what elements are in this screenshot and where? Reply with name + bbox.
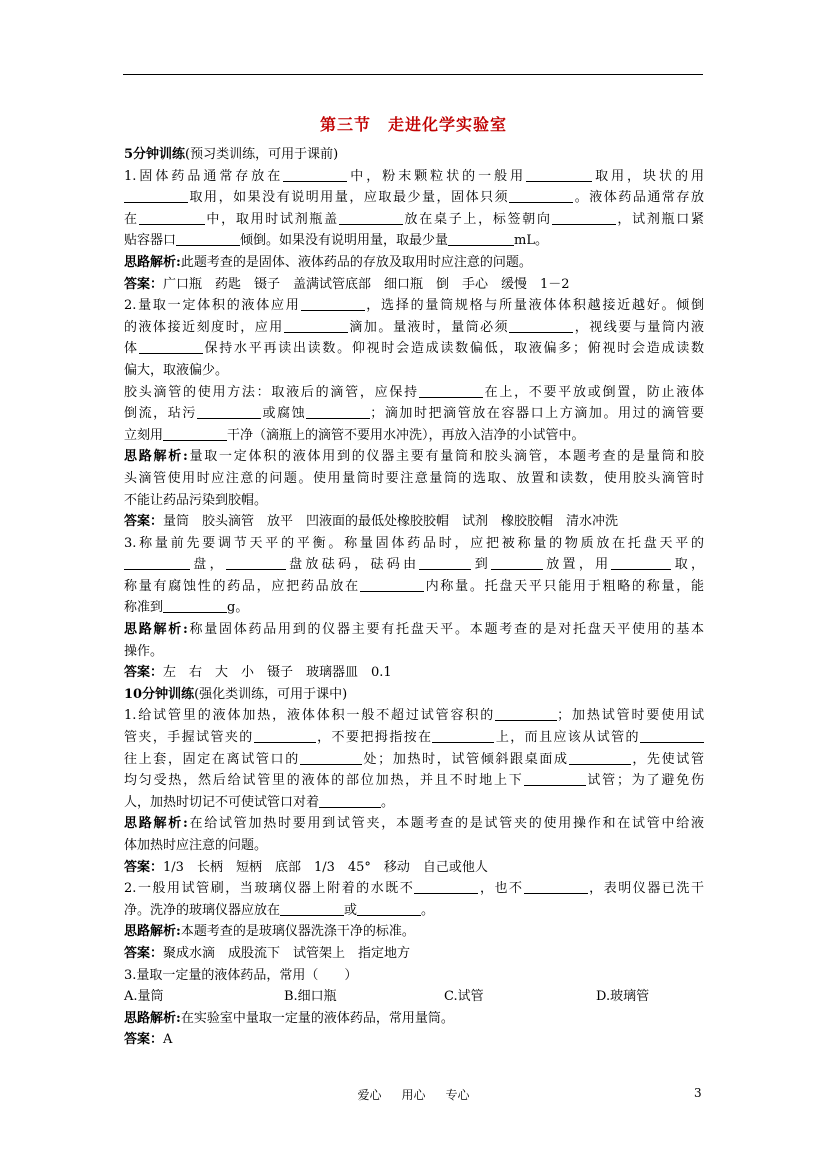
question-line: 的液体接近刻度时，应用 滴加。量液时，量筒必须 ，视线要与量筒内液 bbox=[124, 319, 704, 335]
answer-line: 答案：量筒 胶头滴管 放平 凹液面的最低处橡胶胶帽 试剂 橡胶胶帽 清水冲洗 bbox=[124, 514, 619, 530]
analysis-line: 思路解析:称量固体药品用到的仪器主要有托盘天平。本题考查的是对托盘天平使用的基本 bbox=[124, 622, 704, 638]
blank bbox=[552, 210, 616, 225]
analysis-line: 思路解析:本题考查的是玻璃仪器洗涤干净的标准。 bbox=[124, 924, 415, 940]
analysis-line: 头滴管使用时应注意的问题。使用量筒时要注意量筒的选取、放置和读数，使用胶头滴管时 bbox=[124, 470, 704, 486]
analysis-line: 思路解析:量取一定体积的液体用到的仪器主要有量筒和胶头滴管，本题考查的是量筒和胶 bbox=[124, 449, 704, 465]
question-line: 管夹，手握试管夹的 ，不要把拇指按在 上，而且应该从试管的 bbox=[124, 727, 704, 749]
blank bbox=[139, 339, 203, 354]
blank bbox=[283, 167, 347, 182]
question-line: 盘， 盘放砝码，砝码由 到 放置，用 取， bbox=[124, 554, 704, 576]
footer-item: 爱心 bbox=[357, 1088, 382, 1102]
question-line: 称量有腐蚀性的药品，应把药品放在 内称量。托盘天平只能用于粗略的称量，能 bbox=[124, 578, 704, 594]
analysis-line: 思路解析:在实验室中量取一定量的液体药品，常用量筒。 bbox=[124, 1010, 454, 1026]
answer-line: 答案：聚成水滴 成股流下 试管架上 指定地方 bbox=[124, 945, 411, 961]
blank bbox=[124, 188, 188, 203]
answer-line: 答案：1/3 长柄 短柄 底部 1/3 45° 移动 自己或他人 bbox=[124, 859, 488, 875]
option-b: B.细口瓶 bbox=[284, 989, 337, 1005]
blank bbox=[448, 231, 514, 246]
blank bbox=[419, 555, 471, 570]
footer-item: 用心 bbox=[401, 1088, 426, 1102]
blank bbox=[197, 404, 261, 419]
question-line: 3.称量前先要调节天平的平衡。称量固体药品时，应把被称量的物质放在托盘天平的 bbox=[124, 535, 704, 551]
header-rule bbox=[123, 74, 703, 75]
blank bbox=[432, 728, 494, 743]
analysis-line: 思路解析:此题考查的是固体、液体药品的存放及取用时应注意的问题。 bbox=[124, 254, 532, 270]
question-line: 净。洗净的玻璃仪器应放在 或 。 bbox=[124, 902, 435, 918]
blank bbox=[357, 901, 421, 916]
question-line: 立刻用 干净（滴瓶上的滴管不要用水冲洗），再放入洁净的小试管中。 bbox=[124, 427, 585, 443]
blank bbox=[491, 555, 543, 570]
blank bbox=[280, 901, 344, 916]
question-line: 1.固体药品通常存放在 中，粉末颗粒状的一般用 取用，块状的用 bbox=[124, 168, 704, 184]
question-line: 人，加热时切记不可使试管口对着 。 bbox=[124, 794, 395, 810]
blank bbox=[360, 577, 424, 592]
question-line: 1.给试管里的液体加热，液体体积一般不超过试管容积的 ；加热试管时要使用试 bbox=[124, 708, 704, 724]
question-line: 倒流，玷污 或腐蚀 ；滴加时把滴管放在容器口上方滴加。用过的滴管要 bbox=[124, 406, 704, 422]
page-number: 3 bbox=[694, 1086, 702, 1100]
question-line: 胶头滴管的使用方法：取液后的滴管，应保持 在上，不要平放或倒置，防止液体 bbox=[124, 384, 704, 400]
question-line: 在 中，取用时试剂瓶盖 放在桌子上，标签朝向 ，试剂瓶口紧 bbox=[124, 211, 704, 227]
blank bbox=[495, 706, 557, 721]
question-line: 偏大，取液偏少。 bbox=[124, 362, 229, 378]
option-d: D.玻璃管 bbox=[596, 989, 650, 1005]
blank bbox=[163, 598, 227, 613]
question-line: 往上套，固定在离试管口的 处；加热时，试管倾斜跟桌面成 ，先使试管 bbox=[124, 751, 704, 767]
blank bbox=[300, 750, 362, 765]
blank bbox=[306, 404, 370, 419]
answer-line: 答案：A bbox=[124, 1032, 173, 1048]
answer-line: 答案：左 右 大 小 镊子 玻璃器皿 0.1 bbox=[124, 665, 392, 681]
analysis-line: 体加热时应注意的问题。 bbox=[124, 838, 268, 853]
blank bbox=[611, 555, 671, 570]
option-c: C.试管 bbox=[444, 989, 484, 1005]
question-line: 2.量取一定体积的液体应用 ，选择的量筒规格与所量液体体积越接近越好。倾倒 bbox=[124, 298, 704, 314]
blank bbox=[509, 318, 573, 333]
blank bbox=[524, 771, 586, 786]
blank bbox=[414, 879, 478, 894]
question-line: 称准到 g。 bbox=[124, 600, 249, 616]
blank bbox=[509, 188, 573, 203]
document-body bbox=[124, 144, 704, 1051]
blank bbox=[176, 231, 240, 246]
analysis-line: 操作。 bbox=[124, 643, 164, 659]
analysis-line: 不能让药品污染到胶帽。 bbox=[124, 492, 268, 508]
section-heading: 10分钟训练(强化类训练，可用于课中) bbox=[124, 686, 348, 702]
blank bbox=[569, 750, 631, 765]
blank bbox=[139, 210, 205, 225]
page-title: 第三节 走进化学实验室 bbox=[319, 115, 507, 134]
question-line: 取用，如果没有说明用量，应取最少量，固体只须 。液体药品通常存放 bbox=[124, 187, 704, 209]
blank bbox=[163, 426, 227, 441]
question-line: 2.一般用试管刷，当玻璃仪器上附着的水既不 ，也不 ，表明仪器已洗干 bbox=[124, 881, 704, 897]
blank bbox=[339, 210, 403, 225]
footer-item: 专心 bbox=[445, 1088, 470, 1102]
blank bbox=[301, 296, 365, 311]
blank bbox=[319, 793, 381, 808]
question-line: 均匀受热，然后给试管里的液体的部位加热，并且不时地上下 试管；为了避免伤 bbox=[124, 773, 704, 789]
analysis-line: 思路解析:在给试管加热时要用到试管夹，本题考查的是试管夹的使用操作和在试管中给液 bbox=[124, 816, 704, 832]
blank bbox=[226, 555, 286, 570]
question-line: 贴容器口 倾倒。如果没有说明用量，取最少量 mL。 bbox=[124, 233, 548, 249]
blank bbox=[284, 318, 348, 333]
question-line: 3.量取一定量的液体药品，常用（ ） bbox=[124, 967, 358, 983]
blank bbox=[419, 383, 483, 398]
question-line: 体 保持水平再读出读数。仰视时会造成读数偏低，取液偏多；俯视时会造成读数 bbox=[124, 341, 704, 357]
blank bbox=[254, 728, 316, 743]
blank bbox=[524, 879, 588, 894]
option-row bbox=[124, 986, 704, 1008]
page-footer bbox=[0, 1086, 827, 1103]
section-heading: 5分钟训练(预习类训练，可用于课前) bbox=[124, 147, 339, 162]
blank bbox=[640, 728, 704, 743]
blank bbox=[124, 555, 190, 570]
blank bbox=[526, 167, 592, 182]
answer-line: 答案：广口瓶 药匙 镊子 盖满试管底部 细口瓶 倒 手心 缓慢 1－2 bbox=[124, 276, 570, 292]
option-a: A.量筒 bbox=[124, 989, 164, 1005]
